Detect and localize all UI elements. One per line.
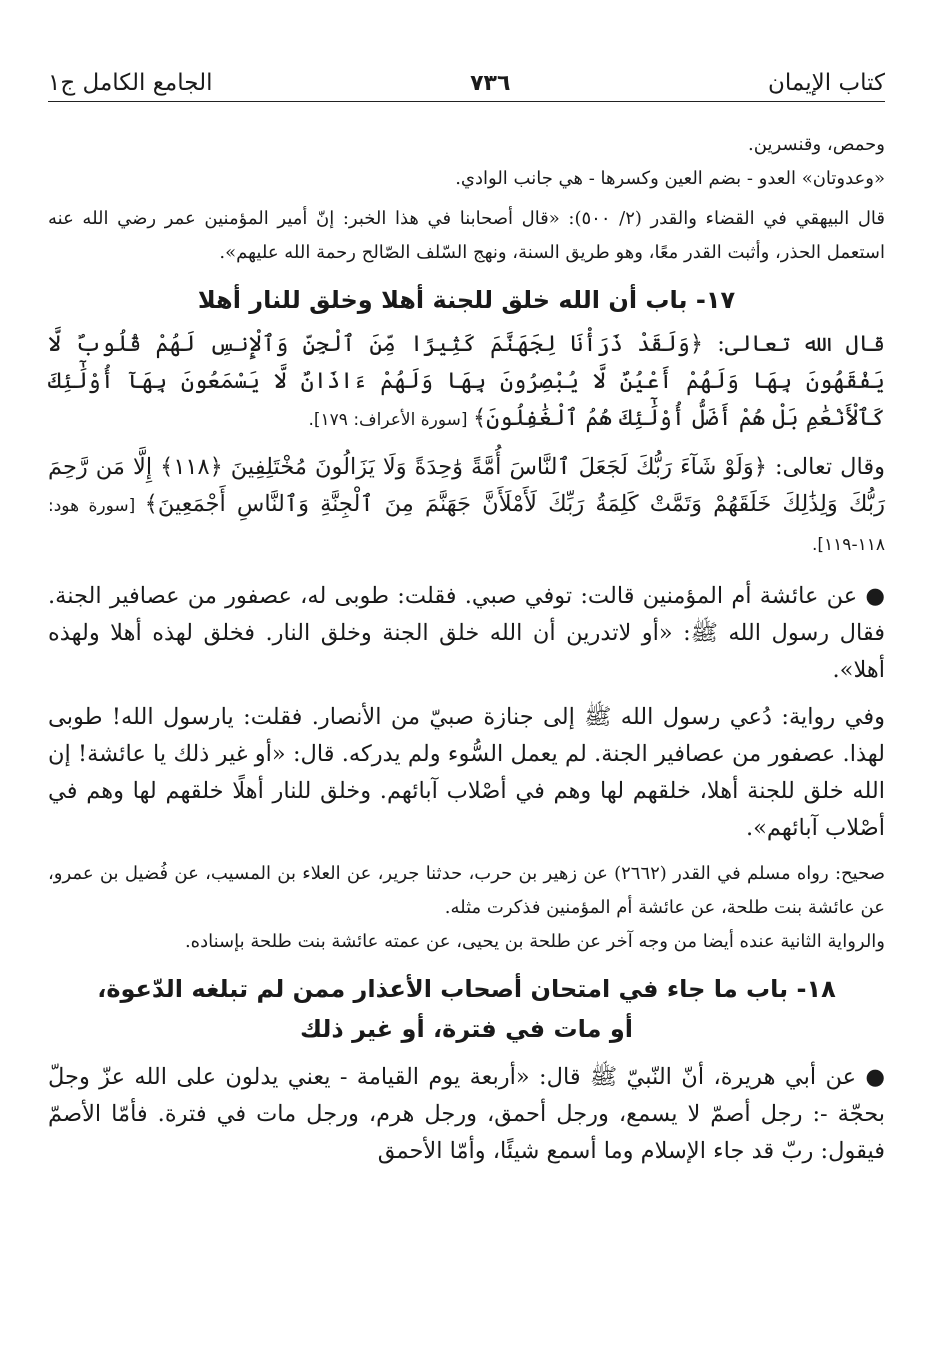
hadith-paragraph-2: وفي رواية: دُعي رسول الله ﷺ إلى جنازة صبيّ من الأنصار. فقلت: يارسول الله! طوبى لهذا. عصفور من عصافير الجنة. لم يعمل السُّوء ولم يدركه. قال: «أو غير ذلك يا عائشة! إن الله خلق للجنة أهلا، خلقهم لها وهم في أصْلاب آبائهم. وخلق للنار أهلًا خلقهم لها وهم في أصْلاب آبائهم». — [48, 704, 885, 841]
note-paragraph-2: «وعدوتان» العدو - بضم العين وكسرها - هي جانب الوادي. — [455, 168, 885, 189]
book-page — [48, 0, 885, 1369]
hadith-paragraph-1: ● عن عائشة أم المؤمنين قالت: توفي صبي. فقلت: طوبى له، عصفور من عصافير الجنة. فقال رسول الله ﷺ: «أو لاتدرين أن الله خلق الجنة وخلق النار. فخلق لهذه أهلا ولهذه أهلا». — [48, 583, 885, 683]
grading-note-1: صحيح: رواه مسلم في القدر (٢٦٦٢) عن زهير بن حرب، حدثنا جرير، عن العلاء بن المسيب، عن فُضيل بن عمرو، عن عائشة بنت طلحة، عن عائشة أم المؤمنين فذكرت مثله. — [48, 863, 885, 918]
chapter-heading-18-line-2: أو مات في فترة، أو غير ذلك — [300, 1015, 633, 1043]
verse-intro-2: وقال تعالى: — [766, 454, 885, 480]
page-header — [48, 56, 885, 96]
verse-reference-1: [سورة الأعراف: ١٧٩]. — [308, 410, 473, 430]
quran-verse-1: ﴿وَلَقَدْ ذَرَأْنَا لِجَهَنَّمَ كَثِيرًا مِّنَ ٱلْجِنِّ وَٱلْإِنسِ لَهُمْ قُلُوبٌ لَّا يَفْقَهُونَ بِهَا وَلَهُمْ أَعْيُنٌ لَّا يُبْصِرُونَ بِهَا وَلَهُمْ ءَاذَانٌ لَّا يَسْمَعُونَ بِهَآ أُوْلَٰٓئِكَ كَٱلْأَنْعَٰمِ بَلْ هُمْ أَضَلُّ أُوْلَٰٓئِكَ هُمُ ٱلْغَٰفِلُونَ﴾ — [48, 331, 885, 431]
verse-paragraph-2 — [48, 449, 885, 564]
hadith-paragraph-3: ● عن أبي هريرة، أنّ النّبيّ ﷺ قال: «أربعة يوم القيامة - يعني يدلون على الله عزّ وجلّ بحجّة -: رجل أصمّ لا يسمع، ورجل أحمق، ورجل هرم، ورجل مات في فترة. فأمّا الأصمّ فيقول: ربّ قد جاء الإسلام وما أسمع شيئًا، وأمّا الأحمق — [48, 1064, 885, 1164]
book-title: كتاب الإيمان — [768, 70, 885, 96]
verse-intro-1: قال الله تعالى: — [703, 331, 886, 357]
volume-title: الجامع الكامل ج١ — [48, 70, 213, 96]
verse-reference-2: [سورة هود: ١١٨-١١٩]. — [48, 496, 885, 555]
verse-paragraph-1 — [48, 326, 885, 439]
note-paragraph-3: قال البيهقي في القضاء والقدر (٢/ ٥٠٠): «قال أصحابنا في هذا الخبر: إنّ أمير المؤمنين عمر رضي الله عنه استعمل الحذر، وأثبت القدر معًا، وهو طريق السنة، ونهج السّلف الصّالح رحمة الله عليهم». — [48, 208, 885, 263]
quran-verse-2: ﴿وَلَوْ شَآءَ رَبُّكَ لَجَعَلَ ٱلنَّاسَ أُمَّةً وَٰحِدَةً وَلَا يَزَالُونَ مُخْتَلِفِينَ ﴿١١٨﴾ إِلَّا مَن رَّحِمَ رَبُّكَ وَلِذَٰلِكَ خَلَقَهُمْ وَتَمَّتْ كَلِمَةُ رَبِّكَ لَأَمْلَأَنَّ جَهَنَّمَ مِنَ ٱلْجِنَّةِ وَٱلنَّاسِ أَجْمَعِينَ﴾ — [48, 454, 885, 517]
chapter-heading-18-line-1: ١٨- باب ما جاء في امتحان أصحاب الأعذار ممن لم تبلغه الدّعوة، — [97, 975, 836, 1003]
grading-note-2: والرواية الثانية عنده أيضا من وجه آخر عن طلحة بن يحيى، عن عمته عائشة بنت طلحة بإسناده. — [184, 931, 885, 952]
page-content — [48, 128, 885, 1170]
note-paragraph-1: وحمص، وقنسرين. — [748, 134, 885, 155]
chapter-heading-17: ١٧- باب أن الله خلق للجنة أهلا وخلق للنار أهلا — [197, 286, 736, 314]
header-divider — [48, 101, 885, 102]
page-number: ٧٣٦ — [470, 71, 511, 96]
